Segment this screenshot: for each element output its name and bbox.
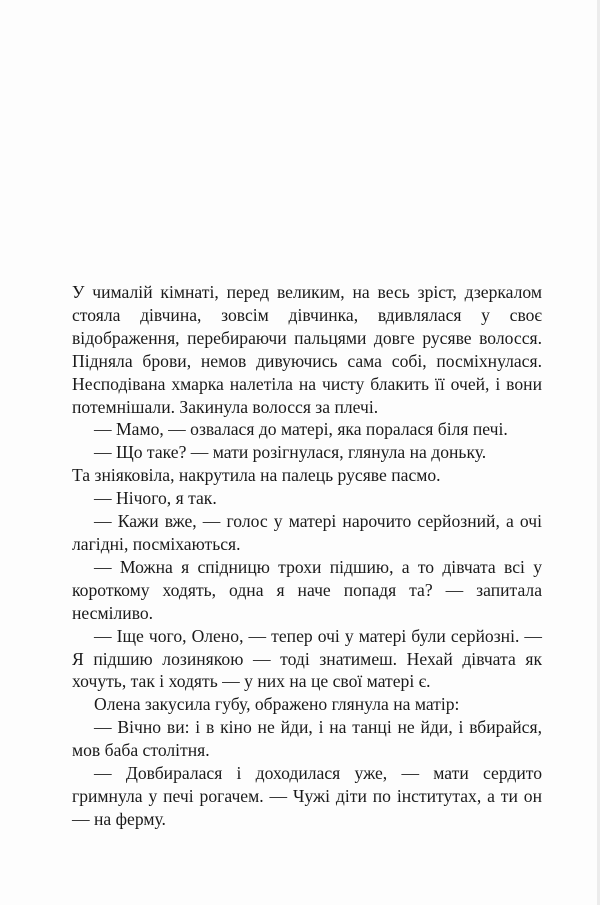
paragraph: — Іще чого, Олено, — тепер очі у матері були серйозні. — Я підшию лозинякою — тоді знатимеш. Нехай дівчата як хочуть, так і ходять — у них на це свої матері є. [72,625,542,692]
paragraph: — Що таке? — мати розігнулася, глянула на доньку. [94,442,487,463]
paragraph: Олена закусила губу, ображено глянула на матір: [94,694,460,715]
body-text [72,281,542,831]
paragraph: — Кажи вже, — голос у матері нарочито серйозний, а очі лагідні, посміхаються. [72,511,542,554]
paragraph: — Нічого, я так. [94,488,217,509]
paragraph: — Вічно ви: і в кіно не йди, і на танці не йди, і вбирайся, мов баба столітня. [72,717,542,761]
paragraph: — Мамо, — озвалася до матері, яка поралася біля печі. [94,419,508,440]
paragraph: — Довбиралася і доходилася уже, — мати сердито гримнула у печі рогачем. — Чужі діти по інститутах, а ти он — на ферму. [72,763,542,829]
paragraph: — Можна я спідницю трохи підшию, а то дівчата всі у короткому ходять, одна я наче попадя та? — запитала несміливо. [72,556,542,623]
paragraph: У чималій кімнаті, перед великим, на весь зріст, дзеркалом стояла дівчина, зовсім дівчинка, вдивлялася у своє відображення, перебираючи пальцями довге русяве волосся. Підняла брови, немов дивуючись сама собі, посміхнулася. Несподівана хмарка налетіла на чисту блакить її очей, і вони потемнішали. Закинула волосся за плечі. [72,282,542,417]
paragraph: Та зніяковіла, накрутила на палець русяве пасмо. [72,465,441,486]
